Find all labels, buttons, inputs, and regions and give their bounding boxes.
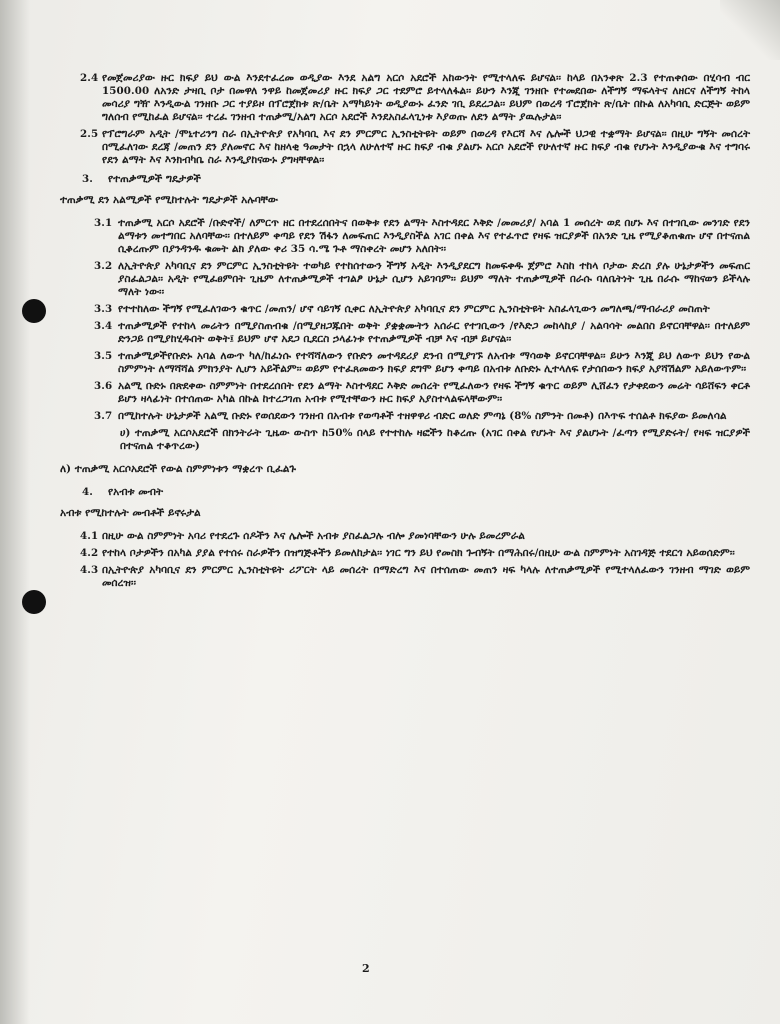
clause-text: ተጠቃሚዎችየቡድኑ አባል ለውጥ ካለ/ከፈነሱ የተሻሻለውን የቡድን መተዳደሪያ ደንብ በሚያገኙ ለአብቱ ማሳወቅ ይኖርባቸዋል፡፡ ይሁን እንጂ ይህ ለውጥ ይህን የውል ስምምነት ለማሻሻል ምክንያት ሊሆን አይችልም፡፡ ወይም የተፈጸመውን ክፍያ ደግሞ ይሆን ቀጣይ በአብቱ ለቡድኑ ሊተላለፍ የታሰበውን ክፍያ አያሻሽልም አይለውጥም፡፡ <box>118 350 750 375</box>
sub-clause-b: ለ) ተጠቃሚ አርሶአደሮች የውል ስምምነቱን ማቋረጥ ቢፈልጉ <box>60 463 296 475</box>
section-3-lead: ተጠቃሚ ደን አልሚዎች የሚከተሉት ግዴታዎች አሉባቸው <box>60 194 278 206</box>
clause-number: 3.2 <box>94 260 113 272</box>
clause-number: 4.2 <box>80 547 99 559</box>
page-shadow <box>0 0 30 1024</box>
clause-number: 3.1 <box>94 217 113 229</box>
section-3-heading <box>60 173 750 186</box>
clause-4-2 <box>60 547 750 560</box>
clause-number: 2.4 <box>80 72 99 84</box>
clause-3-5 <box>60 350 750 376</box>
clause-text: የፕሮግራም አዲት /ሞኒተሪንግ ስራ በኢትዮጵያ የአካባቢ እና ደን ምርምር ኢንስቲትዩት ወይም በወረዳ የእርሻ እና ሌሎች ህጋዊ ተቋማት ይሆናል፡፡ በዚሁ ግኝት መሰረት በሚፈለገው ደረጃ /መጠን ደን ያለመኖር እና ከዘላቂ ዓመታት በኋላ ለሁለተኛ ዙር ክፍያ ብቁ ያልሆኑ አርሶ አደሮች የሁለተኛ ዙር ክፍያ ብቁ የሆኑት እንዲያውቁ እና ተግባሩ የደን ልማት እና እንክብካቤ ስራ እንዲያከናውኑ ያግዛቸዋል፡፡ <box>102 128 750 166</box>
clause-text: የተከላ ቦታዎችን በአካል ያያል የተሰሩ ስራዎችን በዝግጅቶችን ይመለከታል፡፡ ነገር ግን ይህ የመስክ ጉብኝት በማሕበሩ/በዚሁ ውል ስምምነት አስገዳጅ ተደርጎ አይወሰድም፡፡ <box>102 547 735 559</box>
punch-hole-bottom <box>22 590 46 614</box>
section-4-heading <box>60 486 750 499</box>
clause-number: 2.5 <box>80 128 99 140</box>
clause-text: በኢትዮጵያ አካባቢና ደን ምርምር ኢንስቲትዩት ሪፖርት ላይ መሰረት በማድረግ እና በተሰጠው መጠን ዛፍ ካላሉ ለተጠቃሚዎች የሚተላለፈውን ገንዘብ ማገድ ወይም መሰረዝ፡፡ <box>102 564 750 589</box>
clause-number: 3.6 <box>94 380 113 392</box>
clause-number: 3.4 <box>94 320 113 332</box>
page-number: 2 <box>362 962 370 975</box>
clause-text: የመጀመሪያው ዙር ክፍያ ይህ ውል እንደተፈረመ ወዲያው እንደ አልግ አርሶ አደሮች አከውንት የሚተላለፍ ይሆናል፡፡ ከላይ በአንቀጽ 2.3 የተጠቀሰው በሂሳብ ብር 1500.00 ለአንድ ታዛቢ ቦታ በመዋለ ንዋይ ከመጀመሪያ ዙር ክፍያ ጋር ተደምሮ ይተላለፋል፡፡ ይሁን እንጂ ገንዘቡ የተመደበው ለችግኝ ማፍላትና ለዘርና ለችግኝ ትከላ መሳሪያ ግዥ እንዲውል ገንዘቡ ጋር ተያይዞ በፕሮጀክቱ ጽ/ቤት አማካይነት ወዲያውኑ ፈንድ ገቢ ይደረጋል፡፡ ይህም በወረዳ ፕሮጀክት ጽ/ቤት በኩል ለአካባቢ ድርጅት ወይም ግለሰብ የሚከፈል ይሆናል፡፡ ተረፈ ገንዘብ ተጠቃሚ/አልግ አርሶ አደሮች እንደአስፈላጊነቱ እያወጡ ለደን ልማት ያዉሉታል፡፡ <box>102 72 750 123</box>
clause-text: የተተከለው ችግኝ የሚፈለገውን ቁጥር /መጠን/ ሆኖ ሳይገኝ ሲቀር ለኢትዮጵያ አካባቢና ደን ምርምር ኢንስቲትዩት አስፈላጊውን መግለጫ/ማብራሪያ መስጠት <box>118 303 710 315</box>
section-title: የአብቱ መብት <box>108 486 164 498</box>
clause-text: ተጠቃሚ አርሶ አደሮች /ቡድኖች/ ለምርጥ ዘር በተደረሰበትና በወቅቱ የደን ልማት እስተዳደር እቅድ /መመሪያ/ አባል 1 መሰረት ወደ በሆኑ እና በተገቢው መንገድ የደን ልማቱን መተግበር አለባቸው፡፡ በተለይም ቀጣይ የደን ሽፋን ለመፍጠር እንዲያስችል አገር በቀል እና የተፈጥሮ የዛፍ ዝርያዎች በአንድ ጊዜ የሚያቆጠቁጡ ሆኖ በተናጠል ሲቆረጡም በያንዳንዱ ቁመት ልክ ያለው ቀሪ 35 ሳ.ሜ ጉቶ ማስቀረት መሆን አለበት፡፡ <box>118 217 750 255</box>
document-body <box>60 72 750 594</box>
clause-3-7 <box>60 410 750 423</box>
punch-hole-top <box>22 299 46 323</box>
section-number: 3. <box>82 173 93 185</box>
clause-2-5 <box>60 128 750 167</box>
clause-4-1 <box>60 530 750 543</box>
clause-text: ተጠቃሚዎች የተከላ መሬትን በሚያስጠብቁ /በሚያዘጋጁበት ወቅት ያቋቋሙትን አሰራር የተገቢውን /የእድጋ መከላከያ / አልባሳት መልበስ ይኖርባቸዋል፡፡ በተለይም ድንጋይ በሚያከሂዱበት ወቅት፤ ይህም ሆኖ አደጋ ቢደርስ ኃላፊነቱ የተጠቃሚዎች ብቻ እና ብቻ ይሆናል፡፡ <box>118 320 750 345</box>
clause-3-3 <box>60 303 750 316</box>
clause-number: 3.5 <box>94 350 113 362</box>
section-number: 4. <box>82 486 93 498</box>
clause-3-2 <box>60 260 750 299</box>
clause-number: 3.3 <box>94 303 113 315</box>
clause-4-3 <box>60 564 750 590</box>
clause-text: አልሚ ቡድኑ በጽደቀው ስምምነት በተደረሰበት የደን ልማት እስተዳደር እቅድ መሰረት የሚፈለውን የዛፍ ችግኝ ቁጥር ወይም ሊሸፈን የታቀደውን መሬት ሳይሸፍን ቀርቶ ይሆን ዛላፊነት በተሰጠው አካል በኩል ከተረጋገጠ አብቱ የሚተቸውን ዙር ክፍያ አያስተላልፍላቸውም፡፡ <box>118 380 750 405</box>
clause-3-1 <box>60 217 750 256</box>
section-title: የተጠቃሚዎች ግዴታዎች <box>108 173 201 185</box>
clause-text: በሚከተሉት ሁኔታዎች አልሚ ቡድኑ የወሰደውን ገንዘብ በአብቱ የወጣቶች ተዘዋዋሪ ብድር ወለድ ምጣኔ (8% ስምንት በመቶ) በእጥፍ ተሰልቶ ክፍያው ይመለሳል <box>118 410 727 422</box>
clause-3-6 <box>60 380 750 406</box>
page-corner-shadow <box>720 0 780 60</box>
section-4-lead: አብቱ የሚከተሉት መብቶች ይኖሩታል <box>60 507 201 519</box>
clause-3-4 <box>60 320 750 346</box>
clause-number: 3.7 <box>94 410 113 422</box>
clause-2-4 <box>60 72 750 124</box>
sub-clause-a: ሀ) ተጠቃሚ አርሶአደሮች በክንትራት ጊዜው ውስጥ ከ50% በላይ የተተከሉ ዛፎችን ከቆረጡ (አገር በቀል የሆኑት እና ያልሆኑት /ፈጣን የሚያድሩት/ የዛፍ ዝርያዎች በተናጠል ተቆጥረው) <box>120 427 750 452</box>
clause-text: በዚሁ ውል ስምምነት አባሪ የተደረጉ ሰዶችን እና ሌሎች አብቱ ያስፈልጋሉ ብሎ ያመነባቸውን ሁሉ ይመረምራል <box>102 530 525 542</box>
clause-number: 4.1 <box>80 530 99 542</box>
clause-text: ለኢትዮጵያ አካባቢና ደን ምርምር ኢንስቲትዩት ተወካይ የተከሰተውን ችግኝ አዲት እንዲያደርግ ከመፍቀዱ ጀምሮ እስከ ተከላ ቦታው ድረስ ያሉ ሁኔታዎችን መፍጠር ያስፈልጋል፡፡ አዲት የሚፈፀምበት ጊዜም ለተጠቃሚዎች ተገልፆ ሁኔታ ሲሆን አይገባም፡፡ ይህም ማለት ተጠቃሚዎች በራሱ ባለቤትነት ጊዜ በራሱ ማከናወን ይችላሉ ማለት ነው፡፡ <box>118 260 750 298</box>
clause-number: 4.3 <box>80 564 99 576</box>
